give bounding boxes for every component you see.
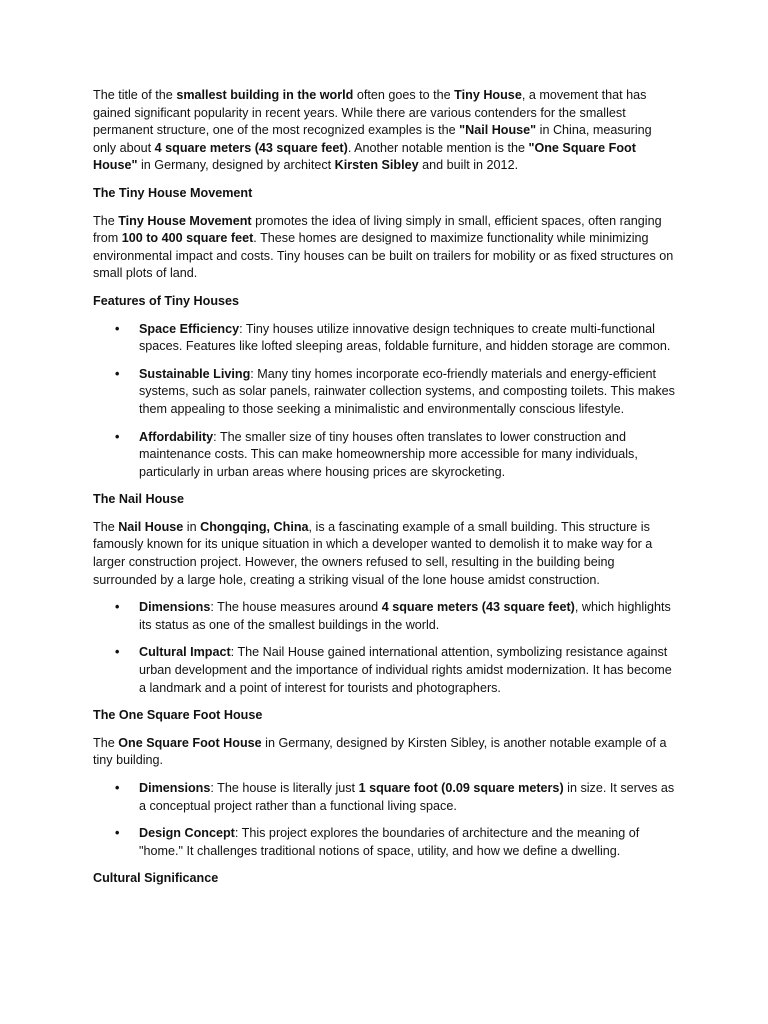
text-run: : The smaller size of tiny houses often translates to lower construction and maintenance costs. This can make homeownership more accessible for many individuals, particularly in urban areas where housing prices are skyrocketing. xyxy=(139,429,638,479)
bold-text: Dimensions xyxy=(139,600,211,615)
text-run: The title of the xyxy=(93,88,177,102)
text-run: , a movement that has gained significant popularity in recent years. While there are various contenders for the smallest permanent structure, one of the most recognized examples is the xyxy=(93,88,647,138)
bold-text: Cultural Impact xyxy=(139,645,231,660)
bullet-list xyxy=(93,780,675,860)
bold-text: Dimensions xyxy=(139,781,211,795)
text-run: . These homes are designed to maximize functionality while minimizing environmental impact and costs. Tiny houses can be built on trailers for mobility or as fixed structures on small plots of land. xyxy=(93,231,674,281)
list-item xyxy=(139,644,675,697)
text-run: in Germany, designed by architect xyxy=(137,158,335,173)
bold-text: One Square Foot House xyxy=(118,735,262,750)
text-run: in Germany, designed by Kirsten Sibley, is another notable example of a tiny building. xyxy=(93,735,667,768)
bold-text: Space Efficiency xyxy=(139,321,240,336)
section-heading: The Tiny House Movement xyxy=(93,185,253,200)
bold-text: Nail House xyxy=(118,519,184,534)
bold-text: Kirsten Sibley xyxy=(334,158,419,173)
list-item xyxy=(139,429,675,482)
list-item xyxy=(139,825,675,860)
bold-text: Chongqing, China xyxy=(200,519,309,534)
text-run: in China, measuring only about xyxy=(93,123,652,155)
list-item xyxy=(139,780,675,815)
text-run: , which highlights its status as one of the smallest buildings in the world. xyxy=(139,600,671,632)
text-run: in size. It serves as a conceptual project rather than a functional living space. xyxy=(139,781,675,813)
bold-text: Tiny House xyxy=(454,88,522,102)
bold-text: "One Square Foot House" xyxy=(93,140,636,173)
text-run: and built in 2012. xyxy=(418,158,519,173)
bold-text: 4 square meters (43 square feet) xyxy=(381,600,575,615)
list-item xyxy=(139,599,675,634)
text-run: The xyxy=(93,735,119,750)
text-run: often goes to the xyxy=(353,88,455,102)
bold-text: 100 to 400 square feet xyxy=(121,231,254,246)
section-heading: The One Square Foot House xyxy=(93,708,263,723)
text-run: : This project explores the boundaries of architecture and the meaning of "home." It challenges traditional notions of space, utility, and how we define a dwelling. xyxy=(139,826,640,858)
text-run: , is a fascinating example of a small building. This structure is famously known for its unique situation in which a developer wanted to demolish it to make way for a larger construction project. However, the owners refused to sell, resulting in the building being surrounded by a large hole, creating a striking visual of the lone house amidst construction. xyxy=(93,519,653,587)
section-heading: Cultural Significance xyxy=(93,871,219,886)
bold-text: 4 square meters (43 square feet) xyxy=(154,140,348,155)
section-paragraph xyxy=(93,519,675,589)
bold-text: Affordability xyxy=(139,429,214,444)
text-run: : Tiny houses utilize innovative design techniques to create multi-functional spaces. Features like lofted sleeping areas, foldable furniture, and hidden storage are common. xyxy=(139,321,671,354)
text-run: : Many tiny homes incorporate eco-friendly materials and energy-efficient systems, such as solar panels, rainwater collection systems, and composting toilets. This makes them appealing to those seeking a minimalistic and environmentally conscious lifestyle. xyxy=(139,366,675,416)
text-run: . Another notable mention is the xyxy=(347,140,529,155)
bold-text: Tiny House Movement xyxy=(118,213,252,228)
section-heading: Features of Tiny Houses xyxy=(93,293,240,308)
text-run: The xyxy=(93,519,119,534)
text-run: : The house measures around xyxy=(210,600,382,615)
intro-paragraph xyxy=(93,87,675,175)
list-item xyxy=(139,366,675,419)
text-run: : The Nail House gained international attention, symbolizing resistance against urban development and the importance of individual rights amidst modernization. It has become a landmark and a point of interest for tourists and photographers. xyxy=(139,645,672,695)
bullet-list xyxy=(93,321,675,482)
text-run: : The house is literally just xyxy=(210,781,359,795)
bold-text: Sustainable Living xyxy=(139,366,251,381)
text-run: in xyxy=(183,519,201,534)
section-paragraph xyxy=(93,735,675,770)
text-run: promotes the idea of living simply in small, efficient spaces, often ranging from xyxy=(93,213,662,246)
text-run: The xyxy=(93,213,119,228)
list-item xyxy=(139,321,675,356)
document-sections xyxy=(93,185,675,888)
bold-text: Design Concept xyxy=(139,826,235,841)
bold-text: smallest building in the world xyxy=(176,88,354,102)
section-heading: The Nail House xyxy=(93,492,184,507)
bold-text: 1 square foot (0.09 square meters) xyxy=(358,781,564,795)
section-paragraph xyxy=(93,213,675,283)
bullet-list xyxy=(93,599,675,697)
bold-text: "Nail House" xyxy=(459,123,537,138)
